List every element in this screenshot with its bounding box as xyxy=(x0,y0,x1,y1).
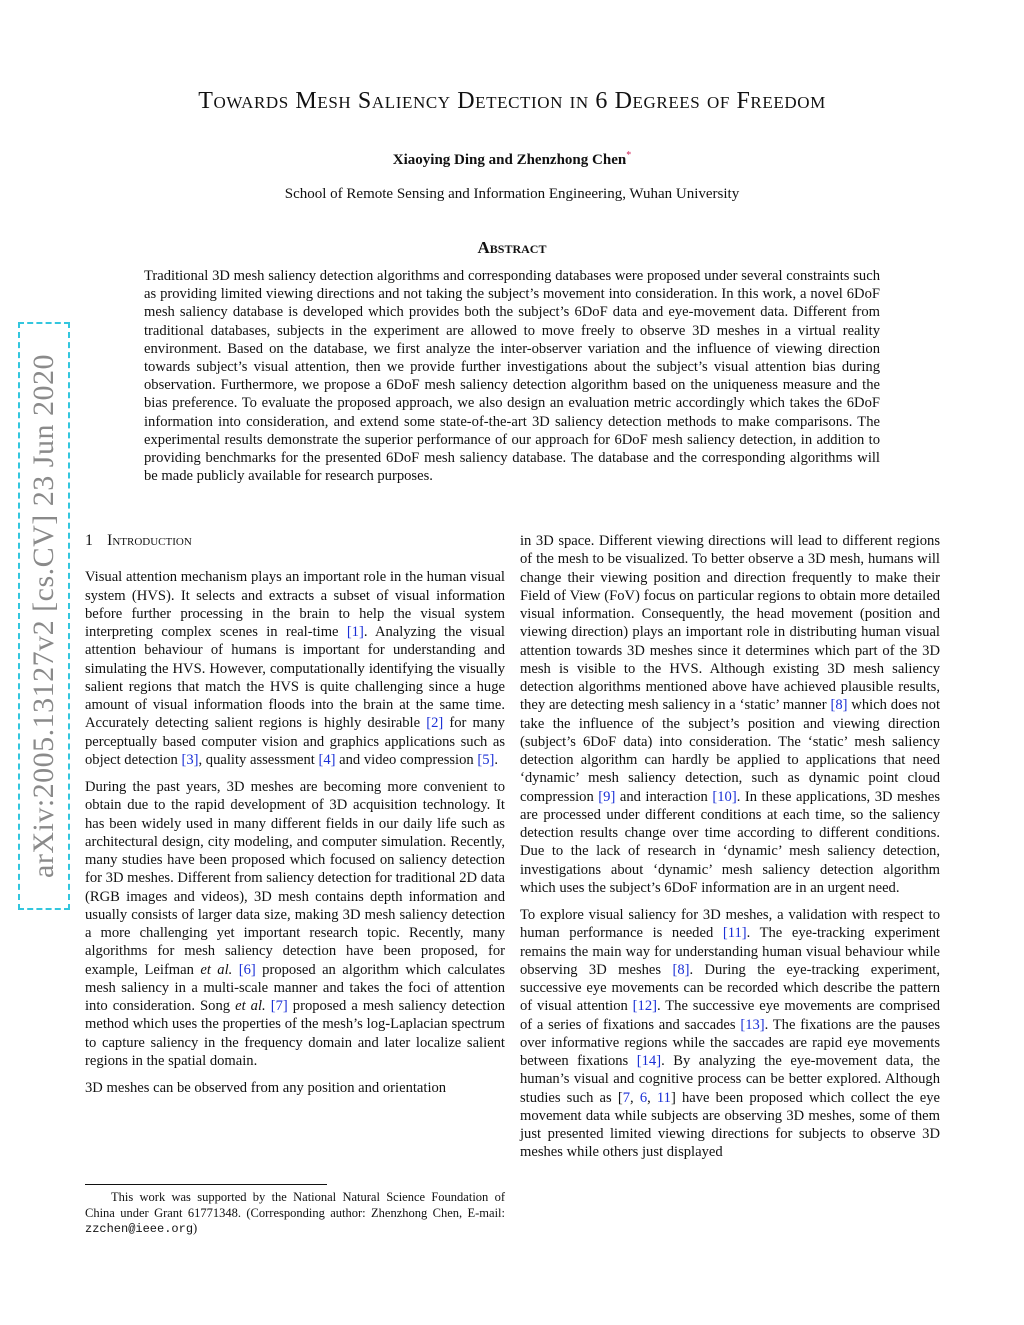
citation-link[interactable]: [8] xyxy=(830,697,848,714)
authors xyxy=(0,150,1024,169)
paragraph: 3D meshes can be observed from any position and orientation xyxy=(85,1080,447,1096)
citation-link[interactable]: [8] xyxy=(672,961,690,978)
citation-link[interactable]: 6 xyxy=(639,1089,648,1106)
email-link[interactable]: zzchen@ieee.org xyxy=(85,1222,194,1236)
footnote xyxy=(85,1190,505,1238)
paragraph: Visual attention mechanism plays an important role in the human visual system (HVS). It selects and extracts a subset of visual information before further processing in the brain to help the visual system interpreting complex scenes in real-time [1]. Analyzing the visual attention behaviour of humans is important for understanding and simulating the HVS. However, computationally identifying the visually salient regions that match the HVS is quite challenging since a huge amount of visual information floods into the brain at the same time. Accurately detecting salient regions is highly desirable [2] for many perceptually based computer vision and graphics applications such as object detection [3], quality assessment [4] and video compression [5]. xyxy=(85,569,505,768)
abstract-heading: Abstract xyxy=(477,238,547,257)
footnote-rule xyxy=(85,1184,327,1185)
citation-link[interactable]: [4] xyxy=(318,751,336,768)
citation-link[interactable]: [9] xyxy=(598,788,616,805)
author-names: Xiaoying Ding and Zhenzhong Chen xyxy=(392,152,627,168)
citation-link[interactable]: [5] xyxy=(477,751,495,768)
abstract-body: Traditional 3D mesh saliency detection algorithms and corresponding databases were proposed under several constraints such as providing limited viewing directions and not taking the subject’s movement into consideration. In this work, a novel 6DoF mesh saliency database is developed which provides both the subject’s 6DoF data and eye-movement data. Different from traditional databases, subjects in the experiment are allowed to move freely to observe 3D meshes in a virtual reality environment. Based on the database, we first analyze the inter-observer variation and the influence of viewing direction towards subject’s visual attention, then we provide further investigations about the subject’s visual attention bias during observation. Furthermore, we propose a 6DoF mesh saliency detection algorithm based on the uniqueness measure and the bias preference. To evaluate the proposed approach, we also design an evaluation metric accordingly which takes the 6DoF information into consideration, and extend some state-of-the-art 3D saliency detection methods to make comparisons. The experimental results demonstrate the superior performance of our approach for 6DoF mesh saliency detection, in addition to providing benchmarks for the presented 6DoF mesh saliency database. The database and the corresponding algorithms will be made publicly available for research purposes. xyxy=(144,268,880,485)
affiliation: School of Remote Sensing and Information Engineering, Wuhan University xyxy=(284,186,740,202)
citation-link[interactable]: [3] xyxy=(181,751,199,768)
citation-link[interactable]: 11 xyxy=(656,1089,671,1106)
citation-link[interactable]: [11] xyxy=(722,925,747,942)
arxiv-id[interactable]: arXiv:2005.13127v2 [cs.CV] 23 Jun 2020 xyxy=(27,354,60,878)
paragraph: in 3D space. Different viewing directions will lead to different regions of the mesh to be visualized. To better observe a 3D mesh, humans will change their viewing position and direction frequently to make their Field of View (FoV) focus on particular regions to obtain more detailed visual information. Consequently, the head movement (position and viewing direction) plays an important role in distributing human visual attention towards 3D meshes since it determines which part of the 3D mesh is visible to the HVS. Although existing 3D mesh saliency detection algorithms mentioned above have achieved plausible results, they are detecting mesh saliency in a ‘static’ manner [8] which does not take the influence of the subject’s position and viewing direction (subject’s 6DoF data) into consideration. The ‘static’ mesh saliency detection algorithm can hardly be applied to applications that need ‘dynamic’ mesh saliency detection, such as dynamic point cloud compression [9] and interaction [10]. In these applications, 3D meshes are processed under different conditions at each time, so the saliency detection results change over time according to different conditions. Due to the lack of research in ‘dynamic’ mesh saliency detection, investigations about ‘dynamic’ mesh saliency detection algorithm which uses the subject’s 6DoF information are in an urgent need. xyxy=(520,533,941,896)
left-column xyxy=(85,532,505,1106)
paper-title: Towards Mesh Saliency Detection in 6 Degrees of Freedom xyxy=(198,88,826,114)
right-column xyxy=(520,532,940,1171)
section-number: 1 xyxy=(85,532,93,549)
citation-link[interactable]: [7] xyxy=(270,998,288,1014)
footnote-text: This work was supported by the National Natural Science Foundation of China under Grant 61771348. (Corresponding author: Zhenzhong Chen, E-mail: zzchen@ieee.org) xyxy=(85,1190,505,1236)
corresponding-author-mark[interactable]: * xyxy=(626,150,632,161)
citation-link[interactable]: 7 xyxy=(622,1089,631,1106)
citation-link[interactable]: [14] xyxy=(636,1053,662,1069)
arxiv-stamp[interactable] xyxy=(18,322,70,910)
citation-link[interactable]: [12] xyxy=(632,998,657,1015)
citation-link[interactable]: [1] xyxy=(346,624,364,640)
paragraph: To explore visual saliency for 3D meshes, a validation with respect to human performance is needed [11]. The eye-tracking experiment remains the main way for understanding human visual behaviour while observing 3D meshes [8]. During the eye-tracking experiment, successive eye movements can be recorded which describe the pattern of visual attention [12]. The successive eye movements are comprised of a series of fixations and saccades [13]. The fixations are the pauses over informative regions while the saccades are rapid eye movements between fixations [14]. By analyzing the eye-movement data, the human’s visual and cognitive process can be better explored. Although studies such as [7, 6, 11] have been proposed which collect the eye movement data while subjects are observing 3D meshes, some of them just presented limited viewing directions for subjects to observe 3D meshes while others just displayed xyxy=(520,907,941,1161)
paragraph: During the past years, 3D meshes are becoming more convenient to obtain due to the rapid development of 3D acquisition technology. It has been widely used in many different fields in our daily life such as architectural design, city modeling, and computer simulation. Recently, many studies have been proposed which focused on saliency detection for 3D meshes. Different from saliency detection for traditional 2D data (RGB images and videos), 3D mesh contains depth information and usually consists of larger data size, making 3D mesh saliency detection a more challenging yet important research topic. Recently, many algorithms for mesh saliency detection have been proposed, for example, Leifman et al. [6] proposed an algorithm which calculates mesh saliency in a multi-scale manner and takes the foci of attention into consideration. Song et al. [7] proposed a mesh saliency detection method which uses the properties of the mesh’s log-Laplacian spectrum to capture saliency in the frequency domain and later localize salient regions in the spatial domain. xyxy=(85,779,506,1069)
section-title: Introduction xyxy=(107,532,192,549)
section-heading xyxy=(85,532,505,550)
citation-link[interactable]: [2] xyxy=(426,715,444,732)
citation-link[interactable]: [13] xyxy=(740,1016,765,1033)
citation-link[interactable]: [10] xyxy=(712,788,737,805)
citation-link[interactable]: [6] xyxy=(238,961,256,978)
